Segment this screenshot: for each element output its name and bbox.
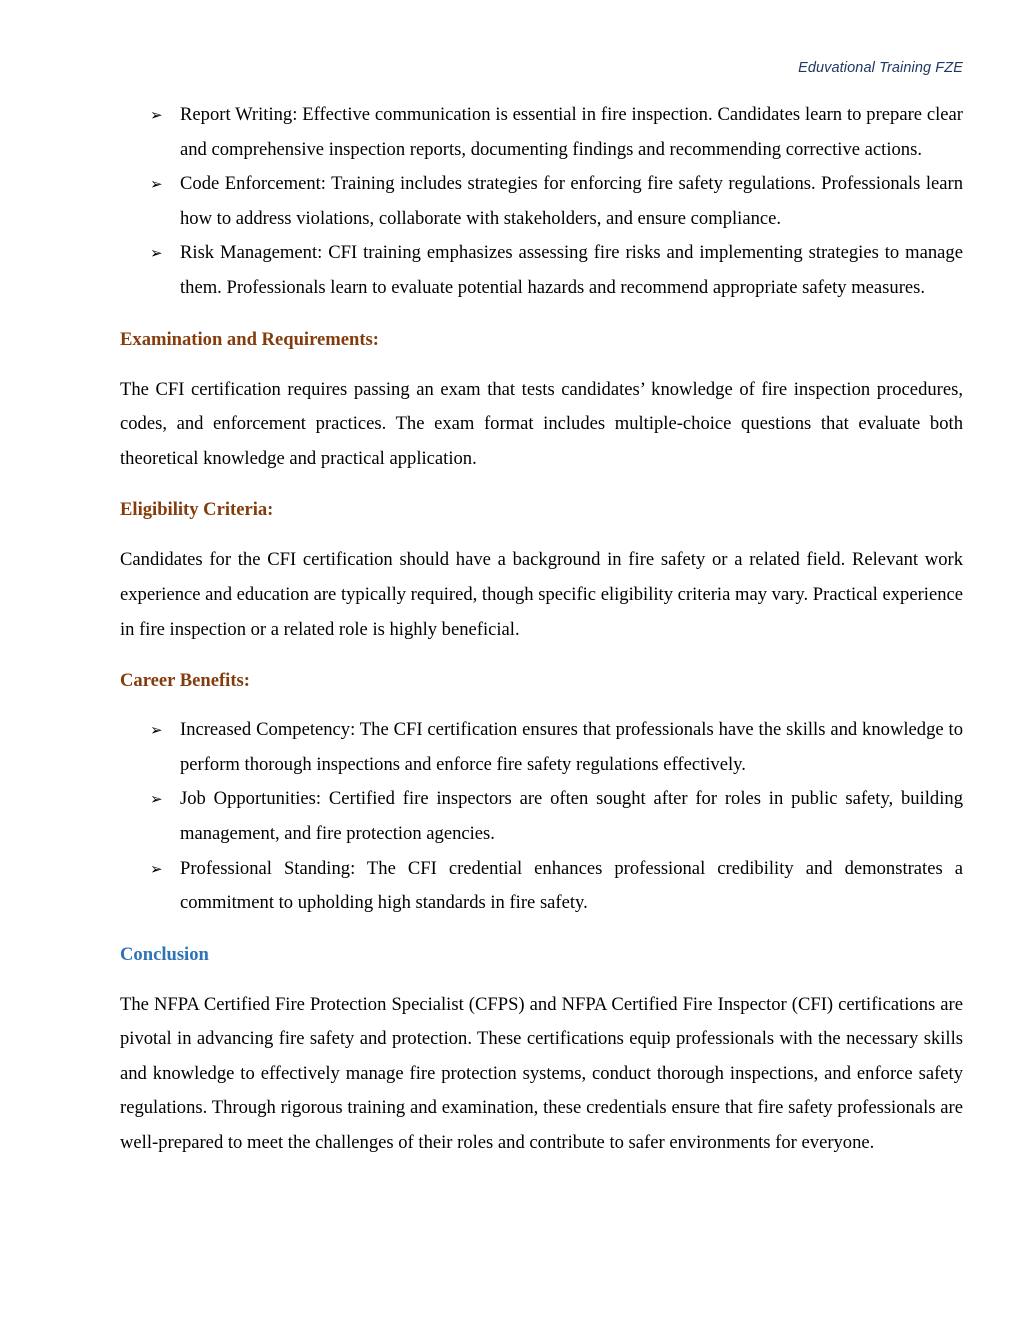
career-heading: Career Benefits: — [120, 670, 250, 692]
list-item — [120, 167, 963, 236]
career-benefits-list — [120, 713, 963, 921]
list-item-text: Risk Management: CFI training emphasizes assessing fire risks and implementing strategies to manage them. Professionals learn to evaluate potential hazards and recommend appropriate safety measures. — [180, 242, 963, 298]
arrow-bullet-icon: ➢ — [150, 175, 163, 194]
list-item-text: Increased Competency: The CFI certification ensures that professionals have the skills and knowledge to perform thorough inspections and enforce fire safety regulations effectively. — [180, 719, 963, 775]
list-item — [120, 852, 963, 921]
exam-paragraph: The CFI certification requires passing an exam that tests candidates’ knowledge of fire inspection procedures, codes, and enforcement practices. The exam format includes multiple-choice questions that evaluate both theoretical knowledge and practical application. — [120, 378, 963, 469]
eligibility-heading: Eligibility Criteria: — [120, 499, 274, 521]
conclusion-heading: Conclusion — [120, 943, 209, 965]
list-item-text: Code Enforcement: Training includes strategies for enforcing fire safety regulations. Professionals learn how to address violations, collaborate with stakeholders, and ensure compliance. — [180, 173, 963, 229]
arrow-bullet-icon: ➢ — [150, 244, 163, 263]
arrow-bullet-icon: ➢ — [150, 106, 163, 124]
document-body — [120, 98, 963, 1161]
exam-heading: Examination and Requirements: — [120, 328, 379, 350]
page-header: Eduvational Training FZE — [798, 60, 963, 76]
list-item-text: Job Opportunities: Certified fire inspectors are often sought after for roles in public safety, building management, and fire protection agencies. — [180, 788, 963, 844]
list-item — [120, 713, 963, 782]
training-topics-list — [120, 98, 963, 306]
arrow-bullet-icon: ➢ — [150, 721, 163, 740]
list-item-text: Professional Standing: The CFI credential enhances professional credibility and demonstrates a commitment to upholding high standards in fire safety. — [180, 857, 963, 914]
list-item — [120, 98, 963, 167]
arrow-bullet-icon: ➢ — [150, 859, 163, 878]
list-item-text: Report Writing: Effective communication is essential in fire inspection. Candidates learn to prepare clear and comprehensive inspection reports, documenting findings and recommending corrective actions. — [180, 104, 963, 160]
list-item — [120, 782, 963, 851]
eligibility-paragraph: Candidates for the CFI certification should have a background in fire safety or a related field. Relevant work experience and education are typically required, though specific eligibility criteria may vary. Practical experience in fire inspection or a related role is highly beneficial. — [120, 549, 963, 640]
conclusion-paragraph: The NFPA Certified Fire Protection Specialist (CFPS) and NFPA Certified Fire Inspector (CFI) certifications are pivotal in advancing fire safety and protection. These certifications equip professionals with the necessary skills and knowledge to effectively manage fire protection systems, conduct thorough inspections, and enforce safety regulations. Through rigorous training and examination, these credentials ensure that fire safety professionals are well-prepared to meet the challenges of their roles and contribute to safer environments for everyone. — [120, 993, 963, 1154]
arrow-bullet-icon: ➢ — [150, 790, 163, 809]
list-item — [120, 236, 963, 305]
